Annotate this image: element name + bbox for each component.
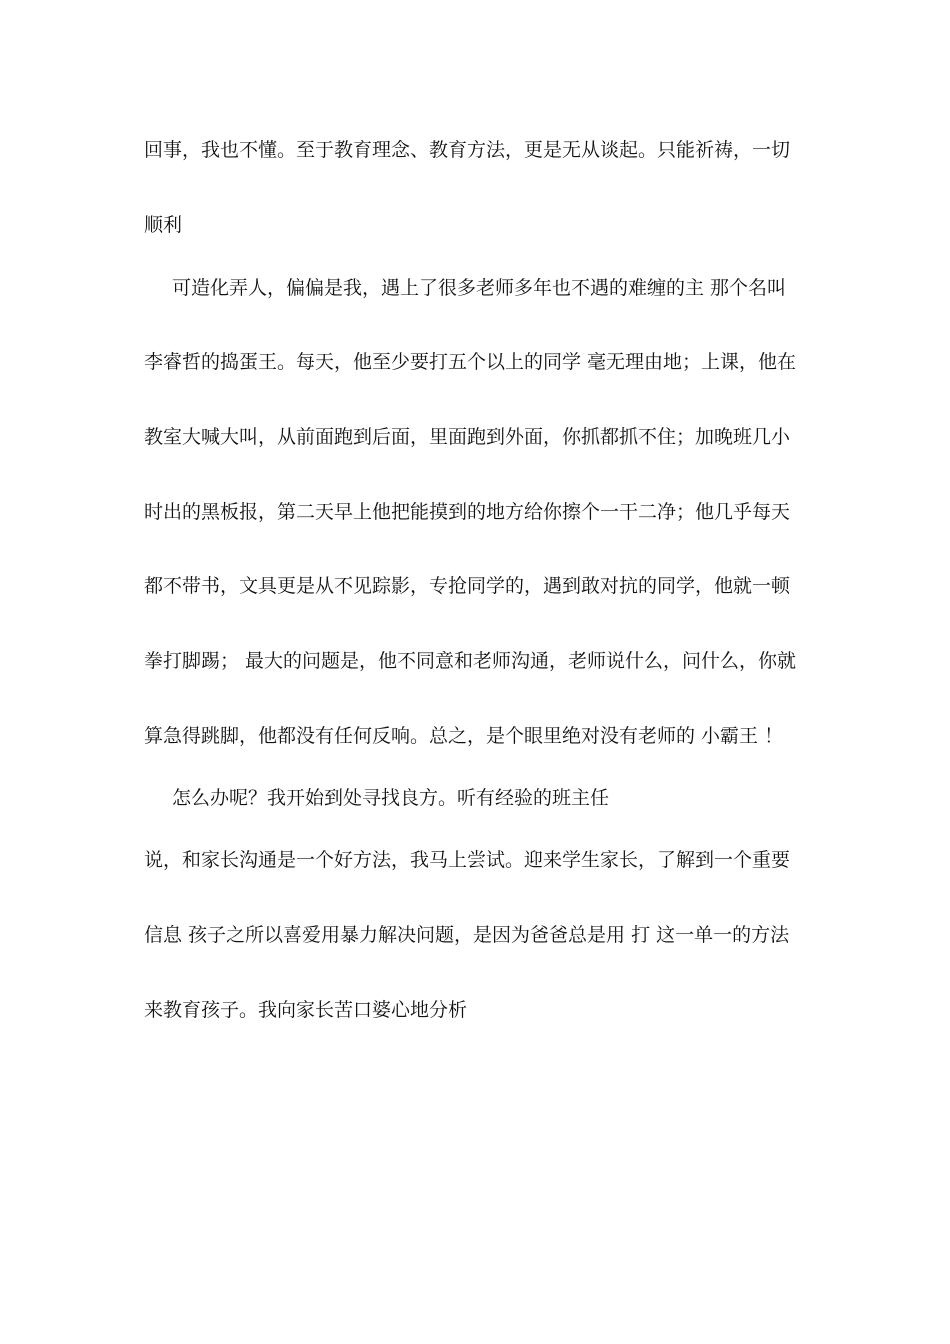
text-line-13: 来教育孩子。我向家长苦口婆心地分析 bbox=[144, 999, 468, 1021]
text-line-10: 怎么办呢？我开始到处寻找良方。听有经验的班主任 bbox=[172, 787, 610, 809]
text-line-8: 拳打脚踢； 最大的问题是，他不同意和老师沟通，老师说什么，问什么，你就 bbox=[144, 650, 797, 672]
text-line-2: 顺利 bbox=[144, 214, 183, 236]
text-line-5: 教室大喊大叫，从前面跑到后面，里面跑到外面，你抓都抓不住；加晚班几小 bbox=[144, 426, 791, 448]
text-line-4: 李睿哲的捣蛋王。每天，他至少要打五个以上的同学 毫无理由地；上课，他在 bbox=[144, 351, 797, 373]
text-line-7: 都不带书，文具更是从不见踪影，专抢同学的，遇到敢对抗的同学，他就一顿 bbox=[144, 575, 791, 597]
text-line-11: 说，和家长沟通是一个好方法，我马上尝试。迎来学生家长，了解到一个重要 bbox=[144, 849, 791, 871]
text-line-12: 信息 孩子之所以喜爱用暴力解决问题，是因为爸爸总是用 打 这一单一的方法 bbox=[144, 924, 790, 946]
text-line-9: 算急得跳脚，他都没有任何反响。总之，是个眼里绝对没有老师的 小霸王 ！ bbox=[144, 725, 784, 747]
text-line-6: 时出的黑板报，第二天早上他把能摸到的地方给你擦个一干二净；他几乎每天 bbox=[144, 501, 791, 523]
text-line-1: 回事，我也不懂。至于教育理念、教育方法，更是无从谈起。只能祈祷，一切 bbox=[144, 139, 791, 161]
text-line-3: 可造化弄人，偏偏是我，遇上了很多老师多年也不遇的难缠的主 那个名叫 bbox=[172, 277, 787, 299]
